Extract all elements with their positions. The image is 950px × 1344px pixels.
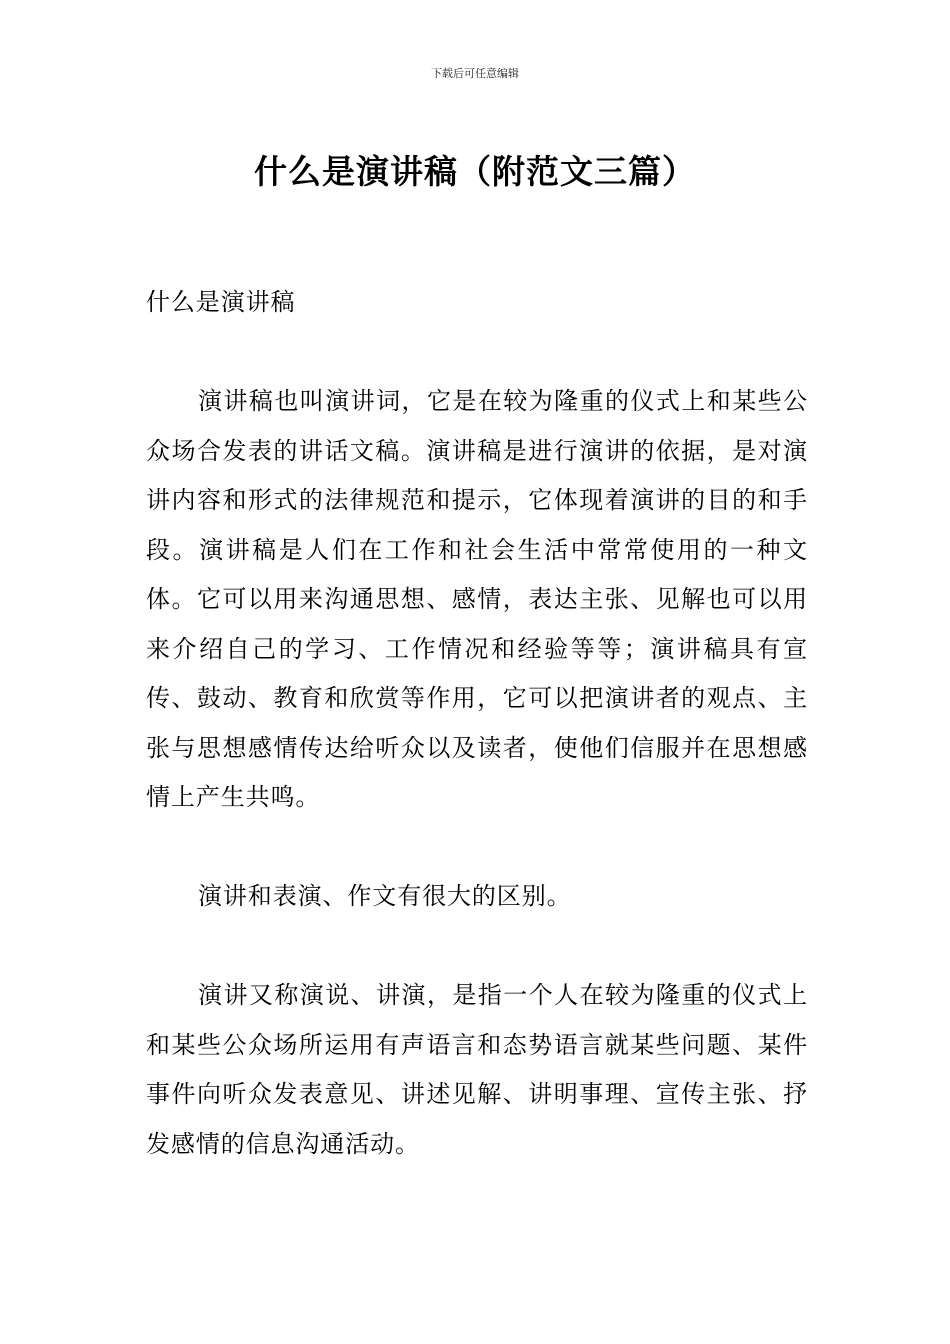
document-body — [146, 278, 808, 1169]
document-title: 什么是演讲稿（附范文三篇） — [254, 152, 696, 192]
paragraph-difference: 演讲和表演、作文有很大的区别。 — [198, 882, 572, 910]
paragraph-speech-definition: 演讲又称演说、讲演，是指一个人在较为隆重的仪式上和某些公众场所运用有声语言和态势语言就某些问题、某件事件向听众发表意见、讲述见解、讲明事理、宣传主张、抒发感情的信息沟通活动。 — [146, 981, 808, 1158]
paragraph-definition: 演讲稿也叫演讲词，它是在较为隆重的仪式上和某些公众场合发表的讲话文稿。演讲稿是进行演讲的依据，是对演讲内容和形式的法律规范和提示，它体现着演讲的目的和手段。演讲稿是人们在工作和社会生活中常常使用的一种文体。它可以用来沟通思想、感情，表达主张、见解也可以用来介绍自己的学习、工作情况和经验等等；演讲稿具有宣传、鼓动、教育和欣赏等作用，它可以把演讲者的观点、主张与思想感情传达给听众以及读者，使他们信服并在思想感情上产生共鸣。 — [146, 387, 808, 811]
paragraph-spacer — [146, 823, 808, 873]
paragraph-spacer — [146, 328, 808, 378]
paragraph-spacer — [146, 922, 808, 972]
section-heading: 什么是演讲稿 — [146, 288, 296, 316]
header-note: 下载后可任意编辑 — [431, 67, 519, 80]
